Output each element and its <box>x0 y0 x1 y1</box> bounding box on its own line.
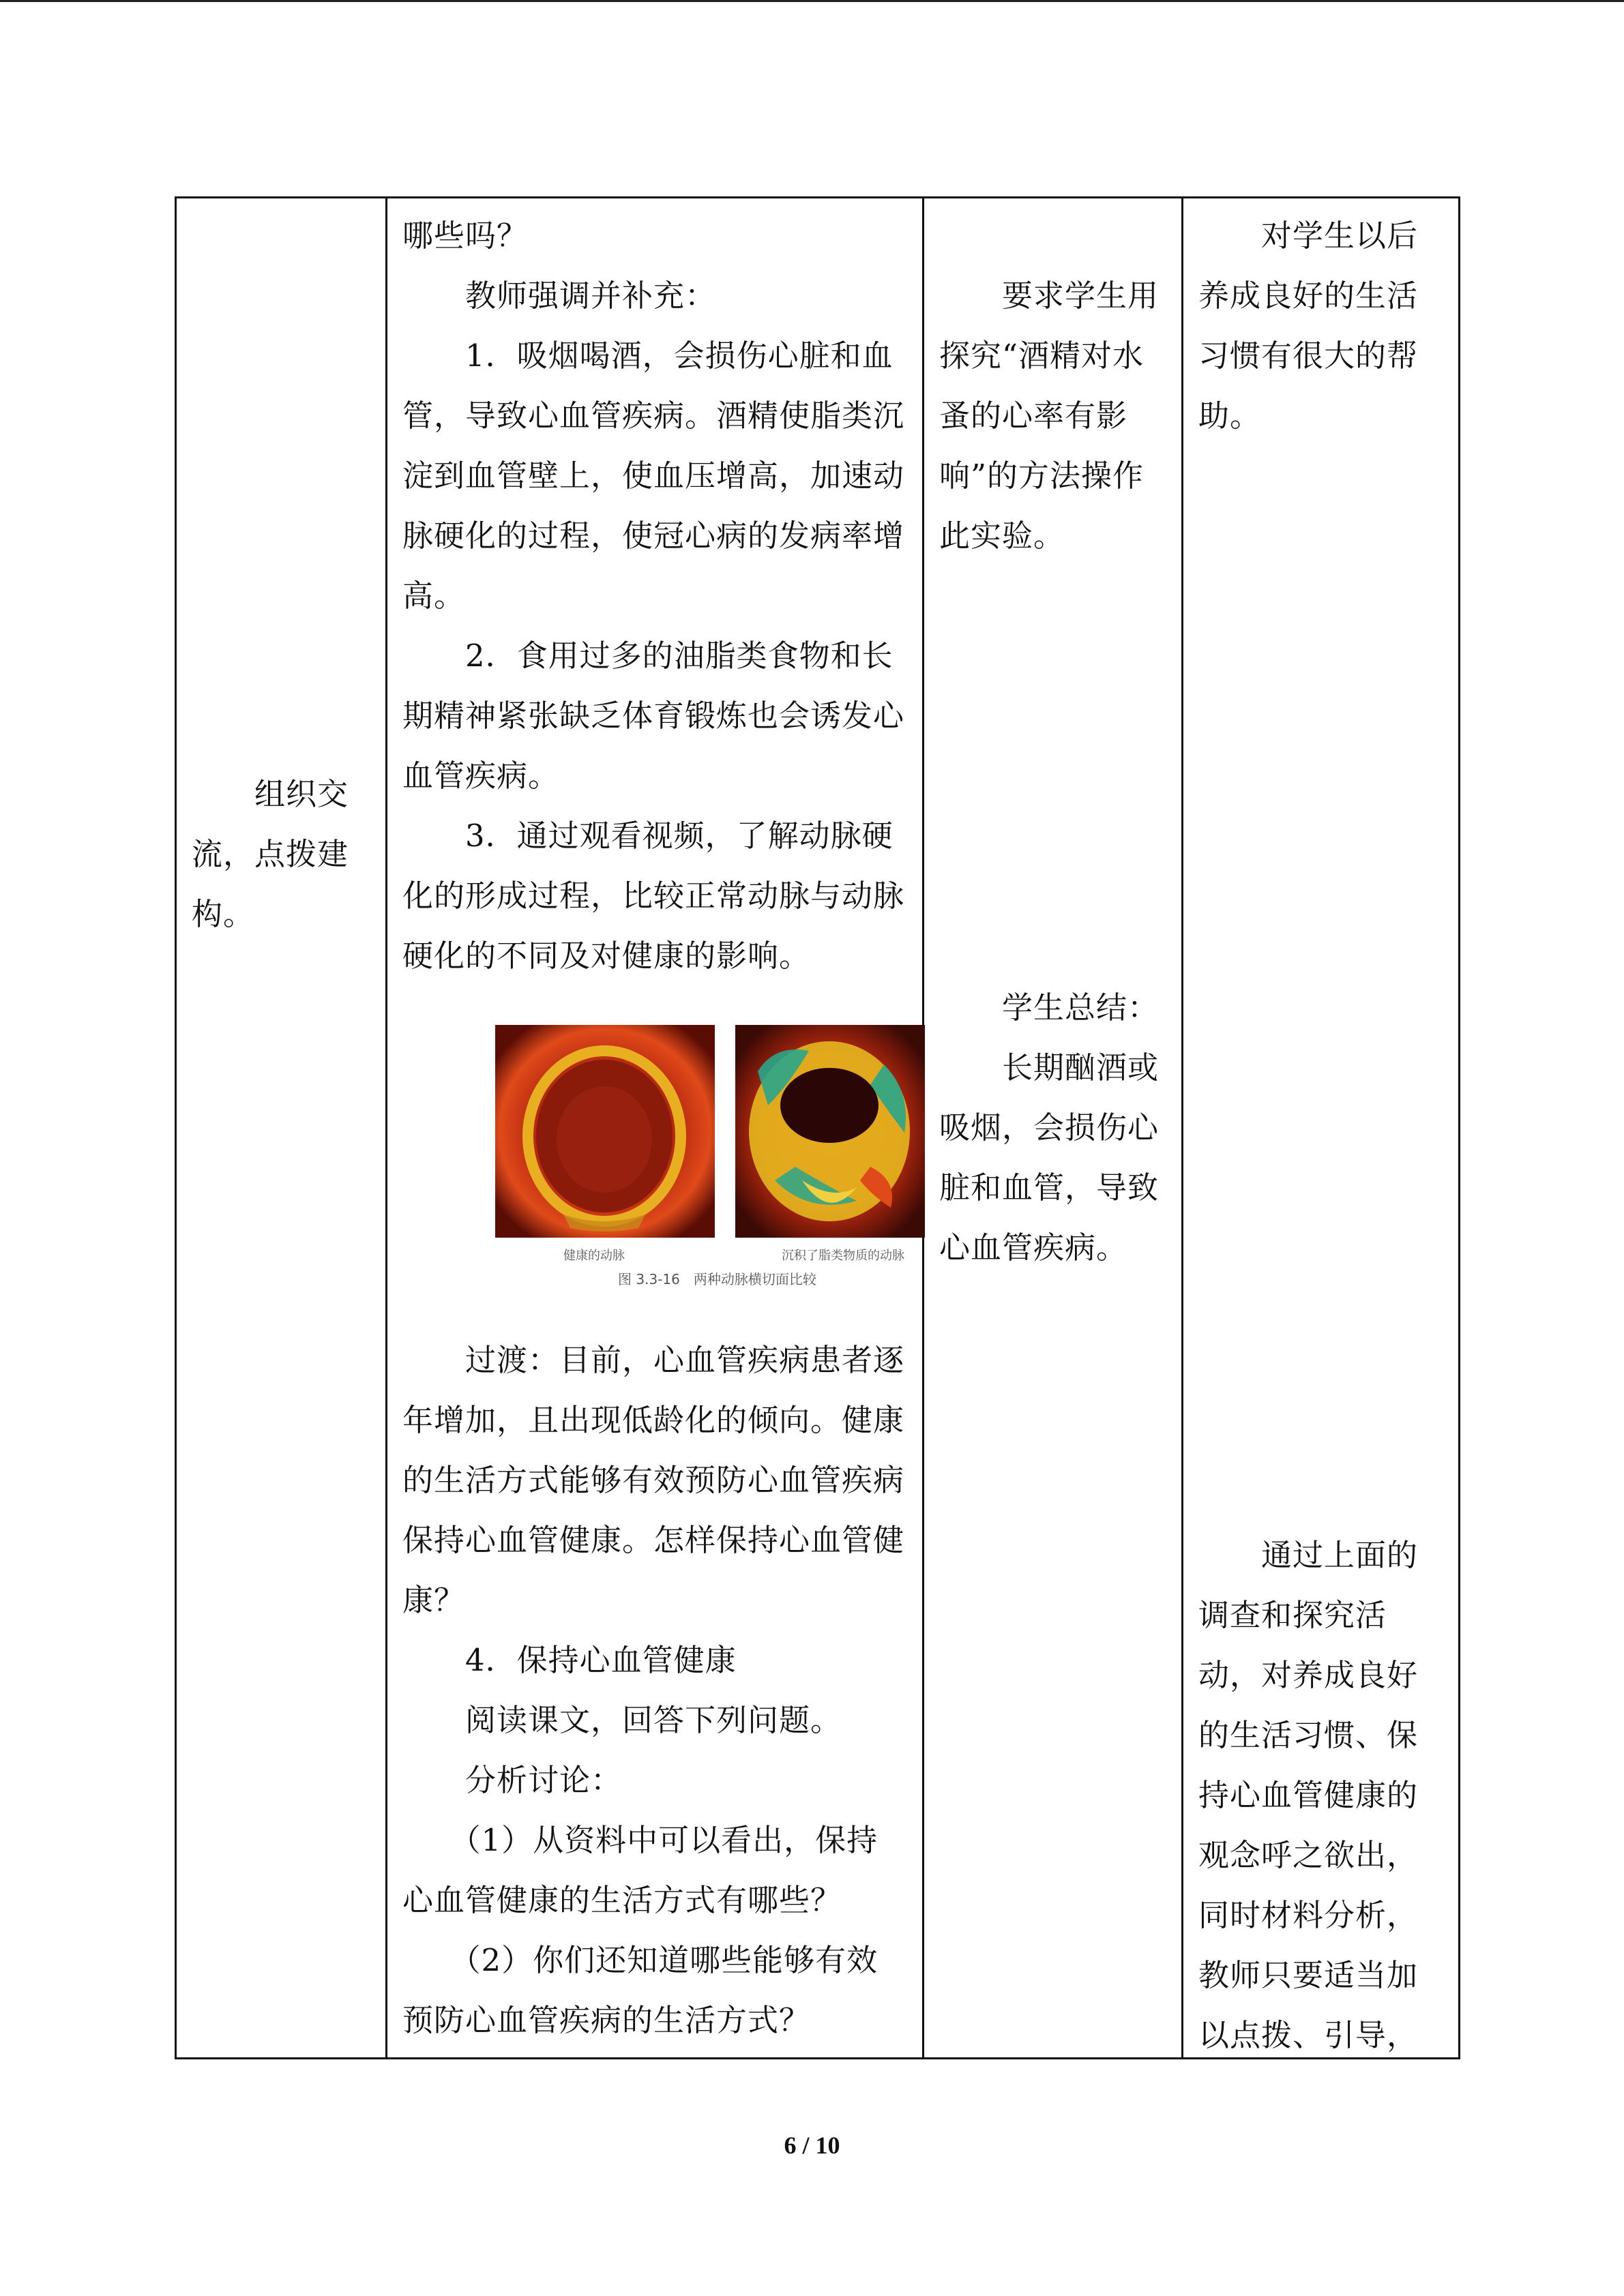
student-text-summary: 学生总结： 长期酗酒或吸烟，会损伤心脏和血管，导致心血管疾病。 <box>939 989 1160 1266</box>
right-image-label: 沉积了脂类物质的动脉 <box>782 1249 904 1263</box>
table-row <box>176 198 1460 2059</box>
activity-cell <box>176 198 387 2059</box>
left-image-label: 健康的动脉 <box>563 1249 625 1263</box>
design-intent-cell <box>1183 198 1460 2059</box>
teacher-text-top: 哪些吗？ 教师强调并补充： 1．吸烟喝酒，会损伤心脏和血管，导致心血管疾病。酒精使脂类沉淀到血管壁上，使血压增高，加速动脉硬化的过程，使冠心病的发病率增高。 2．食用过多的油脂类食物和长期精神紧张缺乏体育锻炼也会诱发心血管疾病。 3．通过观看视频，了解动脉硬化的形成过程，比较正常动脉与动脉硬化的不同及对健康的影响。 <box>402 218 905 974</box>
figure-caption: 图 3.3-16 两种动脉横切面比较 <box>618 1271 816 1287</box>
top-border-line <box>0 0 1624 2</box>
teacher-activity-cell <box>387 198 924 2059</box>
teacher-text-bottom: 过渡：目前，心血管疾病患者逐年增加，且出现低龄化的倾向。健康的生活方式能够有效预防心血管疾病保持心血管健康。怎样保持心血管健康？ 4．保持心血管健康 阅读课文，回答下列问题。 分析讨论： （1）从资料中可以看出，保持心血管健康的生活方式有哪些？ （2）你们还知道哪些能够有效预防心血管疾病的生活方式？ <box>402 1342 905 2038</box>
student-activity-cell <box>924 198 1183 2059</box>
design-intent-text-1: 对学生以后养成良好的生活习惯有很大的帮助。 <box>1198 218 1419 434</box>
narrowed-lumen <box>780 1068 879 1143</box>
page-number: 6 / 10 <box>784 2132 840 2159</box>
student-text-experiment: 要求学生用探究“酒精对水蚤的心率有影响”的方法操作此实验。 <box>939 278 1160 554</box>
artery-cross-section-figure <box>488 1024 925 1303</box>
design-intent-text-2: 通过上面的调查和探究活动，对养成良好的生活习惯、保持心血管健康的观念呼之欲出，同时材料分析，教师只要适当加以点拨、引导， <box>1198 1537 1419 2053</box>
activity-text: 组织交流，点拨建构。 <box>192 776 349 932</box>
lesson-plan-table <box>175 196 1460 2059</box>
